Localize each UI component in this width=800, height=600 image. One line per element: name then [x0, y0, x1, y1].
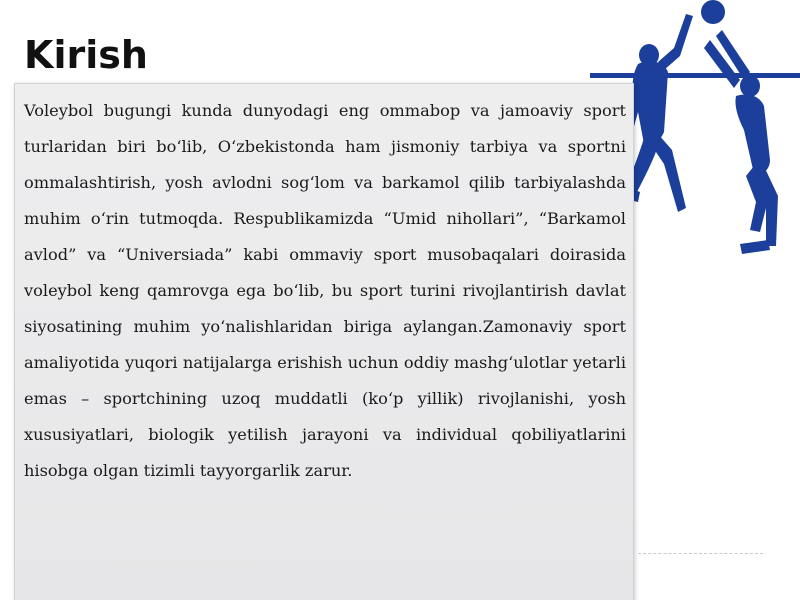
body-text: Voleybol bugungi kunda dunyodagi eng ommabop va jamoaviy sport turlaridan biri bo‘lib, O‘zbekistonda ham jismoniy tarbiya va sportni ommalashtirish, yosh avlodni sog‘lom va barkamol qilib tarbiyalashda muhim o‘rin tutmoqda. Respublikamizda “Umid nihollari”, “Barkamol avlod” va “Universiada” kabi ommaviy sport musobaqalari doirasida voleybol keng qamrovga ega bo‘lib, bu sport turini rivojlantirish davlat siyosatining muhim yo‘nalishlaridan biriga aylangan.Zamonaviy sport amaliyotida yuqori natijalarga erishish uchun oddiy mashg‘ulotlar yetarli emas – sportchining uzoq muddatli (ko‘p yillik) rivojlanishi, yosh xususiyatlari, biologik yetilish jarayoni va individual qobiliyatlarini hisobga olgan tizimli tayyorgarlik zarur.	[24, 101, 626, 480]
slide-title: Kirish	[24, 33, 148, 77]
net-dashed-line	[638, 553, 763, 554]
